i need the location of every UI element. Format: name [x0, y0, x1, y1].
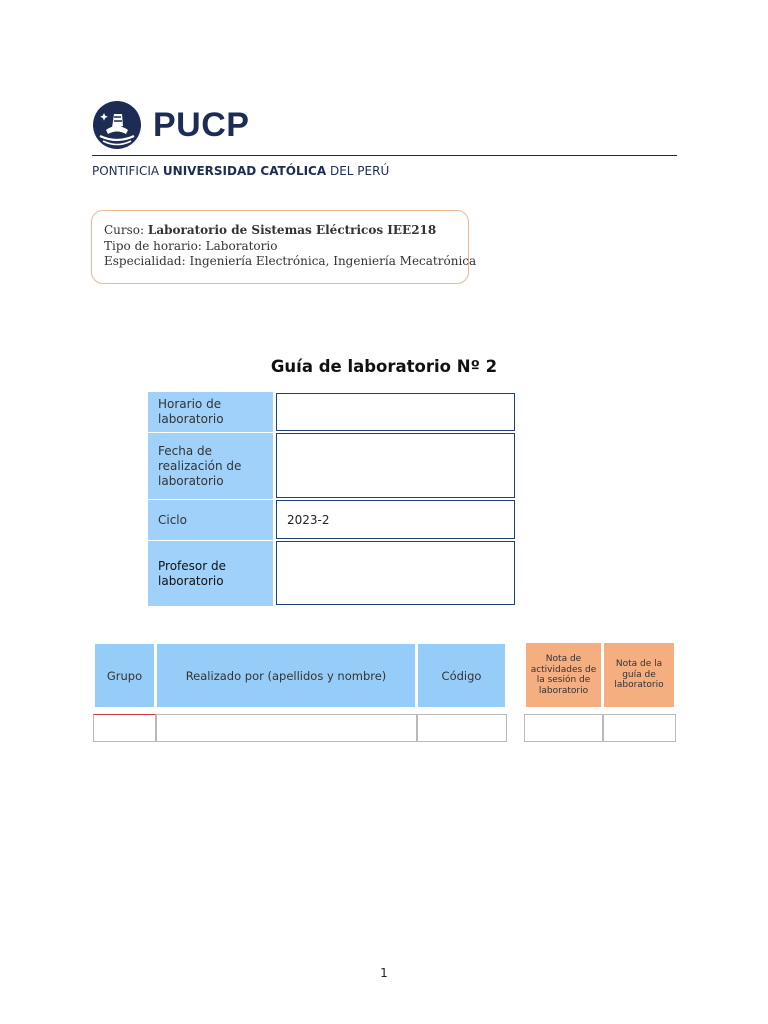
- logo-text: PUCP: [153, 106, 250, 144]
- course-label: Curso:: [104, 223, 148, 237]
- university-bold: UNIVERSIDAD CATÓLICA: [162, 164, 327, 178]
- cell-nota-guia[interactable]: [603, 714, 676, 742]
- field-horario[interactable]: [276, 393, 515, 431]
- schedule-label: Tipo de horario:: [104, 238, 206, 253]
- label-horario: Horario de laboratorio: [148, 392, 273, 432]
- university-suffix: DEL PERÚ: [326, 164, 390, 178]
- header-grupo: Grupo: [95, 644, 154, 707]
- header-nota-actividades: Nota de actividades de la sesión de laboratorio: [526, 643, 601, 707]
- specialty-row: [104, 254, 477, 270]
- label-profesor: Profesor de laboratorio: [148, 541, 273, 606]
- course-value: Laboratorio de Sistemas Eléctricos IEE218: [147, 223, 437, 237]
- cell-nota-actividades[interactable]: [524, 714, 603, 742]
- course-row: [104, 223, 456, 239]
- field-fecha[interactable]: [276, 433, 515, 498]
- university-prefix: PONTIFICIA: [92, 164, 163, 178]
- schedule-value: Laboratorio: [205, 238, 278, 253]
- cell-realizado-por[interactable]: [156, 714, 417, 742]
- schedule-row: [104, 239, 456, 255]
- header-divider: [92, 155, 677, 156]
- guide-title: Guía de laboratorio Nº 2: [270, 357, 498, 376]
- specialty-value: Ingeniería Electrónica, Ingeniería Mecatrónica: [189, 254, 477, 268]
- page-number: 1: [380, 966, 388, 980]
- label-ciclo: Ciclo: [148, 500, 273, 540]
- cell-codigo[interactable]: [417, 714, 507, 742]
- header-nota-guia: Nota de la guía de laboratorio: [604, 643, 674, 707]
- label-fecha: Fecha de realización de laboratorio: [148, 433, 273, 499]
- field-ciclo[interactable]: 2023-2: [276, 500, 515, 539]
- field-profesor[interactable]: [276, 541, 515, 605]
- university-name: [92, 164, 389, 178]
- header-codigo: Código: [418, 644, 505, 707]
- pucp-logo-icon: [92, 100, 142, 150]
- header-realizado-por: Realizado por (apellidos y nombre): [157, 644, 415, 707]
- cell-grupo[interactable]: [93, 714, 156, 742]
- course-info-box: [91, 210, 477, 284]
- specialty-label: Especialidad:: [104, 254, 190, 268]
